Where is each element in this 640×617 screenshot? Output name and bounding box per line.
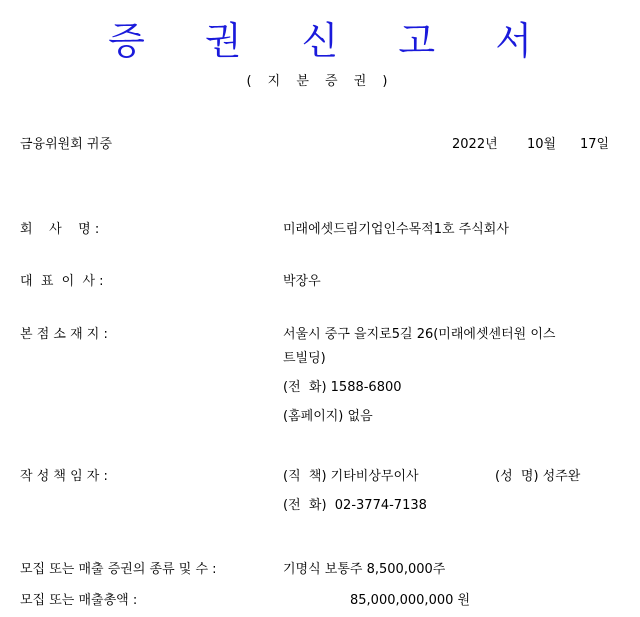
date-month: 10월 bbox=[527, 137, 557, 152]
head-office-label: 본 점 소 재 지 : bbox=[20, 327, 108, 342]
total-amount-label: 모집 또는 매출총액 : bbox=[20, 593, 138, 608]
company-name-value: 미래에셋드림기업인수목적1호 주식회사 bbox=[283, 222, 509, 237]
preparer-phone: (전 화) 02-3774-7138 bbox=[283, 498, 427, 513]
preparer-name: (성 명) 성주완 bbox=[495, 469, 581, 484]
preparer-label: 작 성 책 임 자 : bbox=[20, 469, 108, 484]
total-amount-value: 85,000,000,000 원 bbox=[350, 593, 471, 608]
head-office-homepage: (홈페이지) 없음 bbox=[283, 409, 373, 424]
document-subtitle: ( 지 분 증 권 ) bbox=[246, 74, 394, 89]
head-office-phone: (전 화) 1588-6800 bbox=[283, 380, 402, 395]
securities-type-label: 모집 또는 매출 증권의 종류 및 수 : bbox=[20, 562, 217, 577]
head-office-address-line1: 서울시 중구 을지로5길 26(미래에셋센터원 이스 bbox=[283, 327, 556, 342]
company-name-label: 회 사 명 : bbox=[20, 222, 100, 237]
ceo-label: 대 표 이 사 : bbox=[20, 274, 104, 289]
document-title: 증 권 신 고 서 bbox=[108, 19, 556, 63]
ceo-value: 박장우 bbox=[283, 274, 321, 289]
date-year: 2022년 bbox=[452, 137, 498, 152]
preparer-position: (직 책) 기타비상무이사 bbox=[283, 469, 419, 484]
recipient: 금융위원회 귀중 bbox=[20, 137, 113, 152]
head-office-address-line2: 트빌딩) bbox=[283, 351, 326, 366]
date-day: 17일 bbox=[580, 137, 610, 152]
securities-type-value: 기명식 보통주 8,500,000주 bbox=[283, 562, 446, 577]
